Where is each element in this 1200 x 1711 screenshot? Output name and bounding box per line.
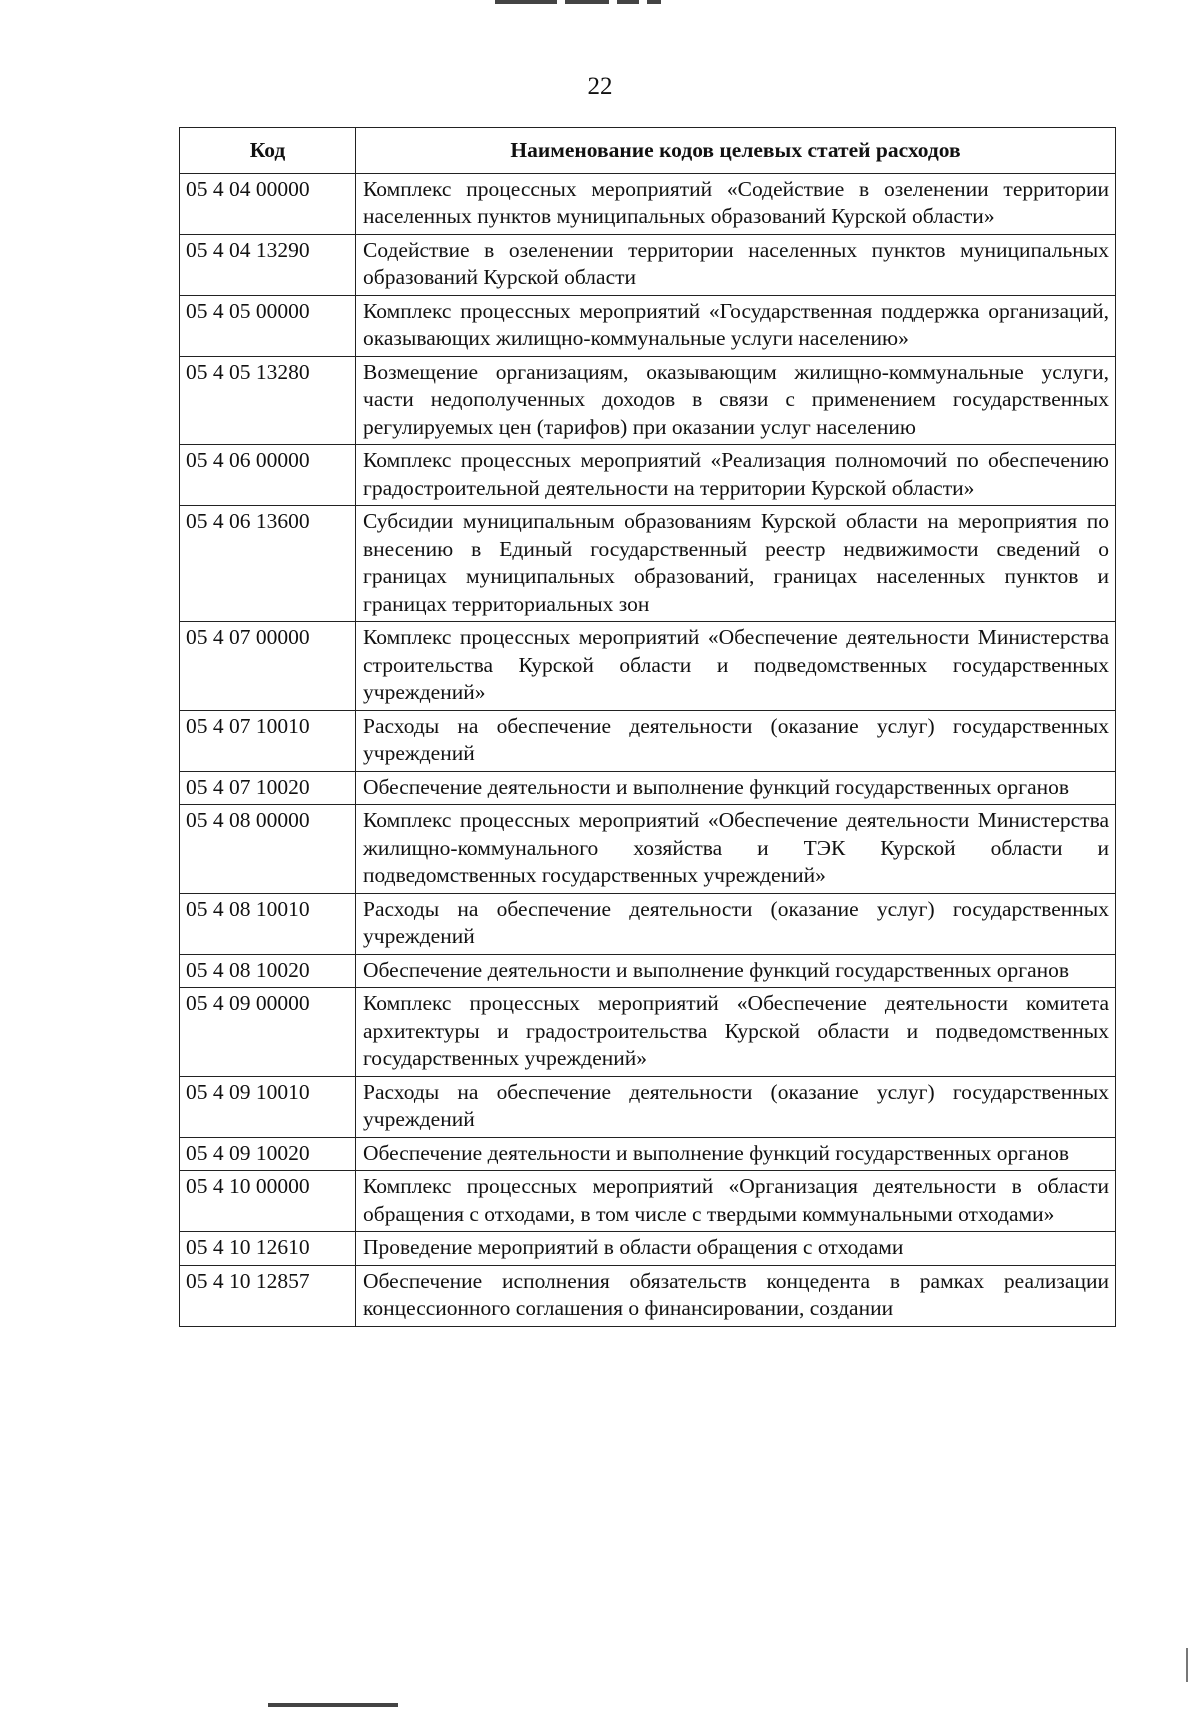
code-cell: 05 4 08 10020 <box>180 954 356 988</box>
table-row <box>180 506 1116 622</box>
table-row <box>180 234 1116 295</box>
table-row <box>180 954 1116 988</box>
code-cell: 05 4 05 00000 <box>180 295 356 356</box>
code-cell: 05 4 08 00000 <box>180 805 356 894</box>
name-cell: Комплекс процессных мероприятий «Государственная поддержка организаций, оказывающих жилищно-коммунальные услуги населению» <box>356 295 1116 356</box>
table-row <box>180 710 1116 771</box>
code-cell: 05 4 06 00000 <box>180 445 356 506</box>
table-row <box>180 445 1116 506</box>
code-cell: 05 4 10 12857 <box>180 1265 356 1326</box>
table-row <box>180 1232 1116 1266</box>
name-cell: Обеспечение деятельности и выполнение функций государственных органов <box>356 1137 1116 1171</box>
name-cell: Содействие в озеленении территории населенных пунктов муниципальных образований Курской области <box>356 234 1116 295</box>
table-row <box>180 771 1116 805</box>
code-cell: 05 4 04 00000 <box>180 173 356 234</box>
code-cell: 05 4 07 00000 <box>180 622 356 711</box>
scan-artifact-top <box>495 0 675 6</box>
code-cell: 05 4 09 10020 <box>180 1137 356 1171</box>
name-cell: Субсидии муниципальным образованиям Курской области на мероприятия по внесению в Единый государственный реестр недвижимости сведений о границах муниципальных образований, границах населенных пунктов и границах территориальных зон <box>356 506 1116 622</box>
budget-codes-table <box>179 127 1116 1327</box>
name-cell: Обеспечение деятельности и выполнение функций государственных органов <box>356 771 1116 805</box>
name-cell: Комплекс процессных мероприятий «Реализация полномочий по обеспечению градостроительной деятельности на территории Курской области» <box>356 445 1116 506</box>
name-cell: Комплекс процессных мероприятий «Содействие в озеленении территории населенных пунктов муниципальных образований Курской области» <box>356 173 1116 234</box>
name-cell: Расходы на обеспечение деятельности (оказание услуг) государственных учреждений <box>356 893 1116 954</box>
table-row <box>180 295 1116 356</box>
table-row <box>180 805 1116 894</box>
name-cell: Возмещение организациям, оказывающим жилищно-коммунальные услуги, части недополученных доходов в связи с применением государственных регулируемых цен (тарифов) при оказании услуг населению <box>356 356 1116 445</box>
table-row <box>180 893 1116 954</box>
name-cell: Проведение мероприятий в области обращения с отходами <box>356 1232 1116 1266</box>
name-cell: Обеспечение исполнения обязательств концедента в рамках реализации концессионного соглашения о финансировании, создании <box>356 1265 1116 1326</box>
code-cell: 05 4 10 00000 <box>180 1171 356 1232</box>
name-cell: Расходы на обеспечение деятельности (оказание услуг) государственных учреждений <box>356 1076 1116 1137</box>
code-cell: 05 4 05 13280 <box>180 356 356 445</box>
table-row <box>180 1076 1116 1137</box>
code-cell: 05 4 04 13290 <box>180 234 356 295</box>
code-cell: 05 4 09 00000 <box>180 988 356 1077</box>
column-header-name: Наименование кодов целевых статей расходов <box>356 128 1116 174</box>
table-row <box>180 622 1116 711</box>
name-cell: Расходы на обеспечение деятельности (оказание услуг) государственных учреждений <box>356 710 1116 771</box>
code-cell: 05 4 06 13600 <box>180 506 356 622</box>
table-row <box>180 1137 1116 1171</box>
table-row <box>180 356 1116 445</box>
table-row <box>180 1265 1116 1326</box>
name-cell: Комплекс процессных мероприятий «Обеспечение деятельности комитета архитектуры и градостроительства Курской области и подведомственных государственных учреждений» <box>356 988 1116 1077</box>
name-cell: Обеспечение деятельности и выполнение функций государственных органов <box>356 954 1116 988</box>
table-row <box>180 988 1116 1077</box>
scan-artifact-right <box>1186 1648 1188 1682</box>
name-cell: Комплекс процессных мероприятий «Обеспечение деятельности Министерства жилищно-коммунального хозяйства и ТЭК Курской области и подведомственных государственных учреждений» <box>356 805 1116 894</box>
table-header-row <box>180 128 1116 174</box>
name-cell: Комплекс процессных мероприятий «Организация деятельности в области обращения с отходами, в том числе с твердыми коммунальными отходами» <box>356 1171 1116 1232</box>
scan-artifact-bottom <box>268 1703 398 1707</box>
table-row <box>180 1171 1116 1232</box>
table-body <box>180 173 1116 1326</box>
code-cell: 05 4 07 10020 <box>180 771 356 805</box>
code-cell: 05 4 08 10010 <box>180 893 356 954</box>
code-cell: 05 4 09 10010 <box>180 1076 356 1137</box>
name-cell: Комплекс процессных мероприятий «Обеспечение деятельности Министерства строительства Курской области и подведомственных государственных учреждений» <box>356 622 1116 711</box>
code-cell: 05 4 07 10010 <box>180 710 356 771</box>
code-cell: 05 4 10 12610 <box>180 1232 356 1266</box>
column-header-code: Код <box>180 128 356 174</box>
page-number: 22 <box>587 73 613 100</box>
table-row <box>180 173 1116 234</box>
